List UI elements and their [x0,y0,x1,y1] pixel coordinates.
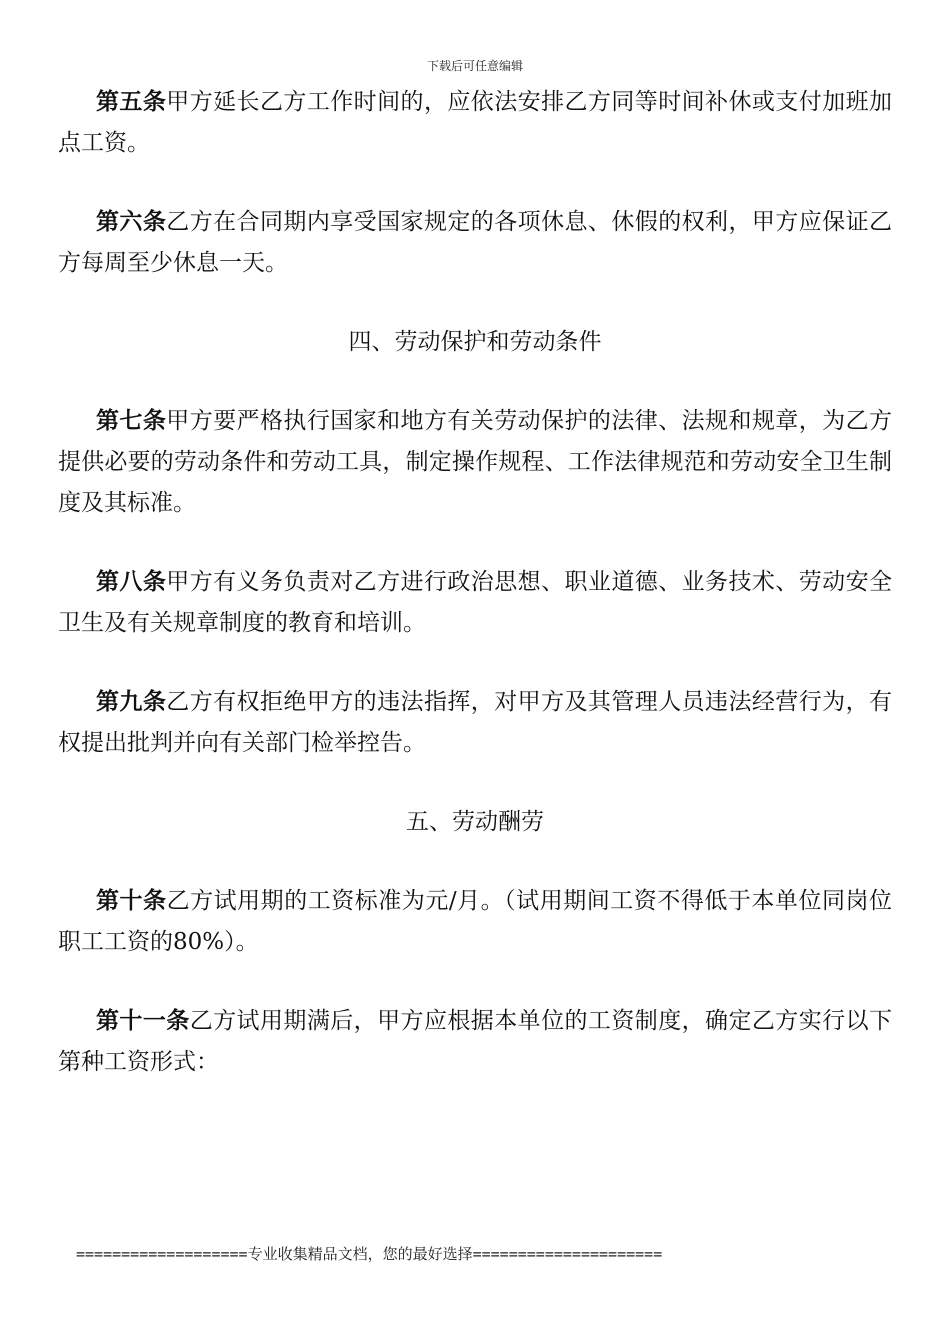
section-heading-remuneration: 五、劳动酬劳 [406,809,544,835]
page-footer-banner: ===================专业收集精品文档，您的最好选择===================== [76,1245,663,1263]
article-9-title: 第九条 [96,689,167,715]
document-body [58,82,892,1121]
article-10 [58,881,892,963]
article-8-title: 第八条 [96,569,167,595]
article-5 [58,82,892,164]
article-11 [58,1001,892,1083]
article-11-text: 乙方试用期满后，甲方应根据本单位的工资制度，确定乙方实行以下第种工资形式： [58,1008,893,1075]
article-6-text: 乙方在合同期内享受国家规定的各项休息、休假的权利，甲方应保证乙方每周至少休息一天。 [58,209,893,276]
section-heading-labor-protection: 四、劳动保护和劳动条件 [348,329,602,355]
article-5-title: 第五条 [96,89,167,115]
article-9-text: 乙方有权拒绝甲方的违法指挥，对甲方及其管理人员违法经营行为，有权提出批判并向有关部门检举控告。 [58,689,893,756]
article-7-title: 第七条 [96,408,167,434]
article-11-title: 第十一条 [96,1008,190,1034]
article-8 [58,562,892,644]
article-9 [58,682,892,764]
article-6-title: 第六条 [96,209,167,235]
page-header-note: 下载后可任意编辑 [426,59,523,73]
article-6 [58,202,892,284]
article-10-title: 第十条 [96,888,167,914]
article-10-text: 乙方试用期的工资标准为元/月。（试用期间工资不得低于本单位同岗位职工工资的80%）。 [58,888,893,955]
article-5-text: 甲方延长乙方工作时间的，应依法安排乙方同等时间补休或支付加班加点工资。 [58,89,893,156]
article-7 [58,401,892,524]
article-8-text: 甲方有义务负责对乙方进行政治思想、职业道德、业务技术、劳动安全卫生及有关规章制度的教育和培训。 [58,569,893,636]
article-7-text: 甲方要严格执行国家和地方有关劳动保护的法律、法规和规章，为乙方提供必要的劳动条件和劳动工具，制定操作规程、工作法律规范和劳动安全卫生制度及其标准。 [58,408,893,516]
